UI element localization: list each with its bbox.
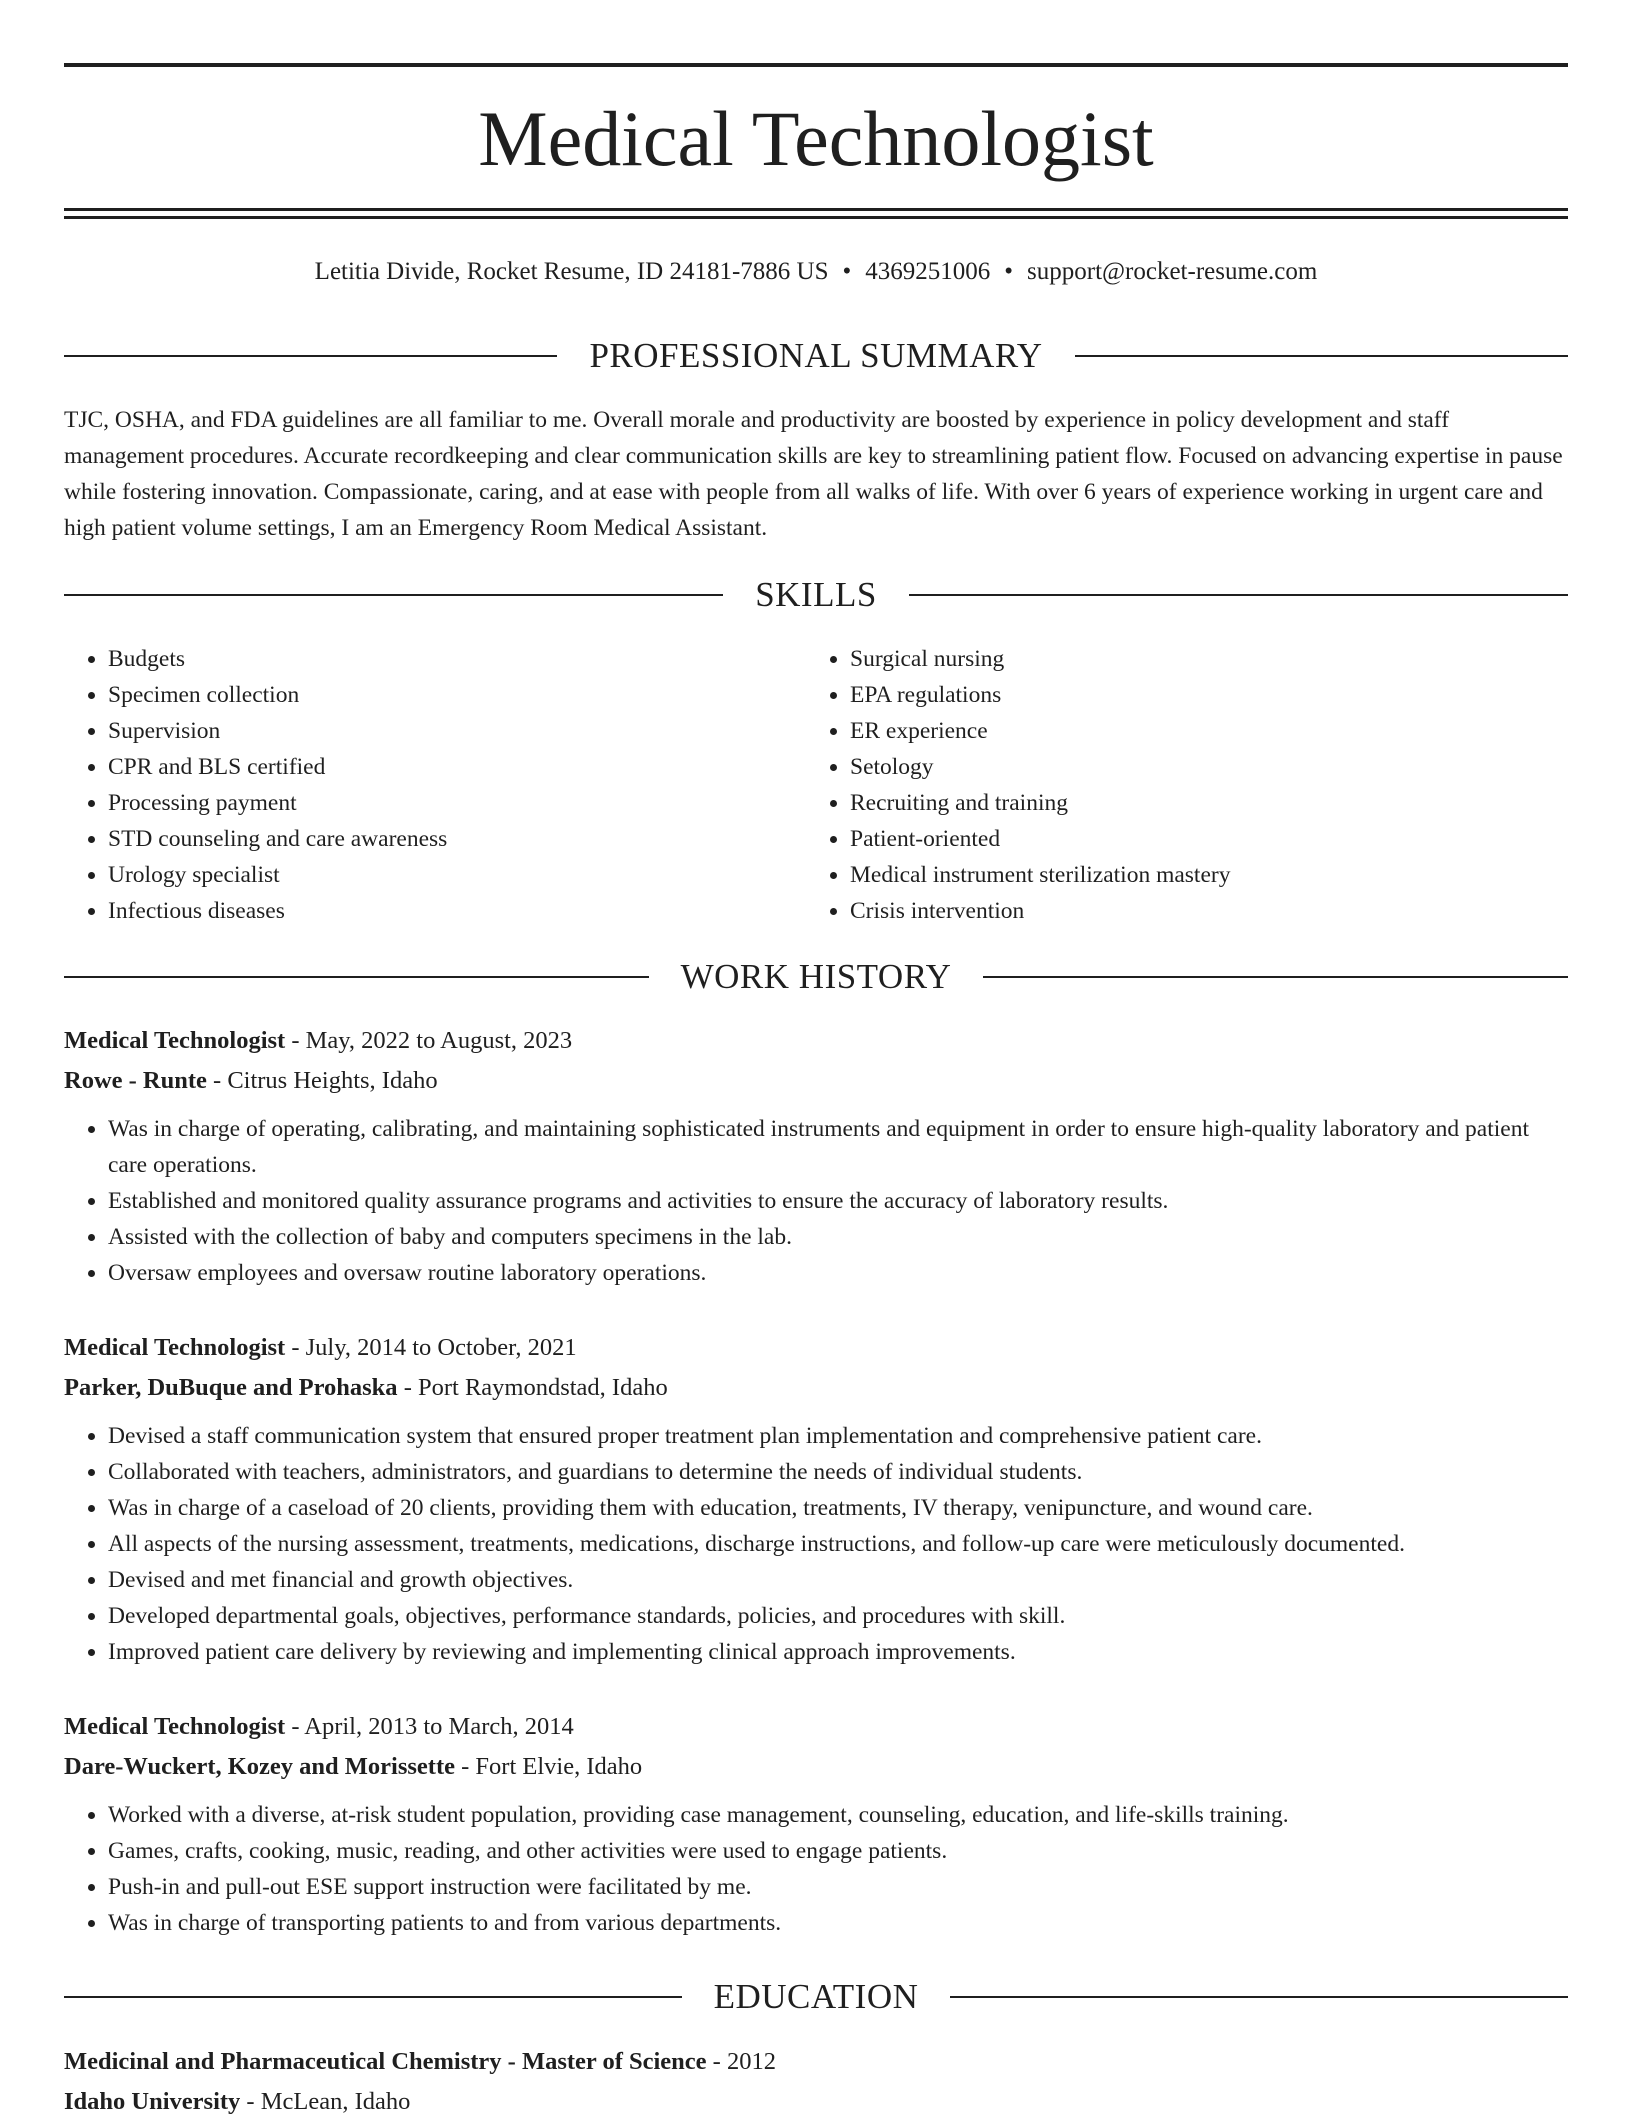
contact-phone: 4369251006	[865, 258, 991, 285]
job-bullet: • Games, crafts, cooking, music, reading, and other activities were used to engage patients.	[108, 1833, 1568, 1869]
skill-item: • Specimen collection	[108, 677, 806, 713]
job-location: - Port Raymondstad, Idaho	[397, 1374, 668, 1401]
skill-item: • Surgical nursing	[850, 641, 1548, 677]
divider-line	[950, 1996, 1568, 1998]
skill-item: • CPR and BLS certified	[108, 749, 806, 785]
divider-line	[1075, 355, 1568, 357]
job-bullets	[64, 1418, 1568, 1670]
job-bullet: • Assisted with the collection of baby and computers specimens in the lab.	[108, 1219, 1568, 1255]
education-degree-line	[64, 2042, 1568, 2082]
education-year: - 2012	[706, 2048, 776, 2075]
contact-email: support@rocket-resume.com	[1027, 258, 1318, 285]
skills-list	[64, 641, 1568, 929]
job-company-line	[64, 1368, 1568, 1408]
job-location: - Fort Elvie, Idaho	[455, 1753, 643, 1780]
skill-item: • Recruiting and training	[850, 785, 1548, 821]
job-company-line	[64, 1061, 1568, 1101]
job-role: Medical Technologist	[64, 1334, 286, 1361]
education-location: - McLean, Idaho	[240, 2088, 411, 2115]
job-dates: - July, 2014 to October, 2021	[285, 1334, 577, 1361]
job-company: Dare-Wuckert, Kozey and Morissette	[64, 1753, 455, 1780]
divider-line	[64, 355, 557, 357]
job-bullet: • Was in charge of transporting patients to and from various departments.	[108, 1905, 1568, 1941]
title-rule-lower	[64, 216, 1568, 219]
skill-item: • STD counseling and care awareness	[108, 821, 806, 857]
section-header-education	[64, 1975, 1568, 2019]
education-school-line	[64, 2082, 1568, 2122]
skill-item: • Supervision	[108, 713, 806, 749]
job-role-line	[64, 1707, 1568, 1747]
skill-item: • Setology	[850, 749, 1548, 785]
job-entry	[64, 1707, 1568, 1941]
skill-item: • Infectious diseases	[108, 893, 806, 929]
job-bullets	[64, 1797, 1568, 1941]
job-bullet: • Devised and met financial and growth objectives.	[108, 1562, 1568, 1598]
education-school: Idaho University	[64, 2088, 241, 2115]
resume-title: Medical Technologist	[478, 95, 1154, 182]
skill-item: • Budgets	[108, 641, 806, 677]
job-bullet: • Worked with a diverse, at-risk student population, providing case management, counseling, education, and life-skills training.	[108, 1797, 1568, 1833]
contact-address: Letitia Divide, Rocket Resume, ID 24181-7886 US	[314, 258, 829, 285]
job-entry	[64, 1021, 1568, 1291]
divider-line	[983, 976, 1568, 978]
divider-line	[64, 594, 723, 596]
section-header-skills	[64, 573, 1568, 617]
job-bullet: • Was in charge of a caseload of 20 clients, providing them with education, treatments, IV therapy, venipuncture, and wound care.	[108, 1490, 1568, 1526]
job-bullet: • Collaborated with teachers, administrators, and guardians to determine the needs of individual students.	[108, 1454, 1568, 1490]
skill-item: • EPA regulations	[850, 677, 1548, 713]
job-role: Medical Technologist	[64, 1027, 286, 1054]
job-role-line	[64, 1021, 1568, 1061]
skill-item: • ER experience	[850, 713, 1548, 749]
job-company: Rowe - Runte	[64, 1067, 207, 1094]
contact-separator: •	[1004, 258, 1014, 285]
job-entry	[64, 1328, 1568, 1670]
job-role: Medical Technologist	[64, 1713, 286, 1740]
skills-column-right	[806, 641, 1548, 929]
job-bullet: • Developed departmental goals, objectives, performance standards, policies, and procedures with skill.	[108, 1598, 1568, 1634]
contact-line	[64, 255, 1568, 289]
job-bullet: • Improved patient care delivery by reviewing and implementing clinical approach improvements.	[108, 1634, 1568, 1670]
section-title-summary: PROFESSIONAL SUMMARY	[589, 336, 1043, 375]
job-dates: - May, 2022 to August, 2023	[285, 1027, 573, 1054]
job-bullet: • Oversaw employees and oversaw routine laboratory operations.	[108, 1255, 1568, 1291]
job-bullets	[64, 1111, 1568, 1291]
job-bullet: • Push-in and pull-out ESE support instruction were facilitated by me.	[108, 1869, 1568, 1905]
skill-item: • Urology specialist	[108, 857, 806, 893]
section-header-work	[64, 955, 1568, 999]
skill-item: • Patient-oriented	[850, 821, 1548, 857]
job-bullet: • Devised a staff communication system that ensured proper treatment plan implementation and comprehensive patient care.	[108, 1418, 1568, 1454]
skill-item: • Processing payment	[108, 785, 806, 821]
section-title-education: EDUCATION	[713, 1977, 919, 2016]
job-bullet: • All aspects of the nursing assessment, treatments, medications, discharge instructions, and follow-up care were meticulously documented.	[108, 1526, 1568, 1562]
education-entry	[64, 2042, 1568, 2122]
job-location: - Citrus Heights, Idaho	[206, 1067, 438, 1094]
section-title-skills: SKILLS	[755, 575, 877, 614]
section-title-work: WORK HISTORY	[680, 957, 952, 996]
job-dates: - April, 2013 to March, 2014	[285, 1713, 574, 1740]
job-company-line	[64, 1747, 1568, 1787]
job-bullet: • Was in charge of operating, calibrating, and maintaining sophisticated instruments and equipment in order to ensure high-quality laboratory and patient care operations.	[108, 1111, 1568, 1183]
skills-column-left	[64, 641, 806, 929]
section-header-summary	[64, 334, 1568, 378]
summary-text: TJC, OSHA, and FDA guidelines are all familiar to me. Overall morale and productivity are boosted by experience in policy development and staff management procedures. Accurate recordkeeping and clear communication skills are key to streamlining patient flow. Focused on advancing expertise in pause while fostering innovation. Compassionate, caring, and at ease with people from all walks of life. With over 6 years of experience working in urgent care and high patient volume settings, I am an Emergency Room Medical Assistant.	[64, 407, 1563, 541]
contact-separator: •	[842, 258, 852, 285]
divider-line	[64, 1996, 682, 1998]
divider-line	[909, 594, 1568, 596]
title-rule-upper	[64, 208, 1568, 211]
divider-line	[64, 976, 649, 978]
job-role-line	[64, 1328, 1568, 1368]
education-degree: Medicinal and Pharmaceutical Chemistry - Master of Science	[64, 2048, 707, 2075]
job-bullet: • Established and monitored quality assurance programs and activities to ensure the accuracy of laboratory results.	[108, 1183, 1568, 1219]
skill-item: • Medical instrument sterilization mastery	[850, 857, 1548, 893]
job-company: Parker, DuBuque and Prohaska	[64, 1374, 398, 1401]
top-rule	[64, 63, 1568, 67]
skill-item: • Crisis intervention	[850, 893, 1548, 929]
